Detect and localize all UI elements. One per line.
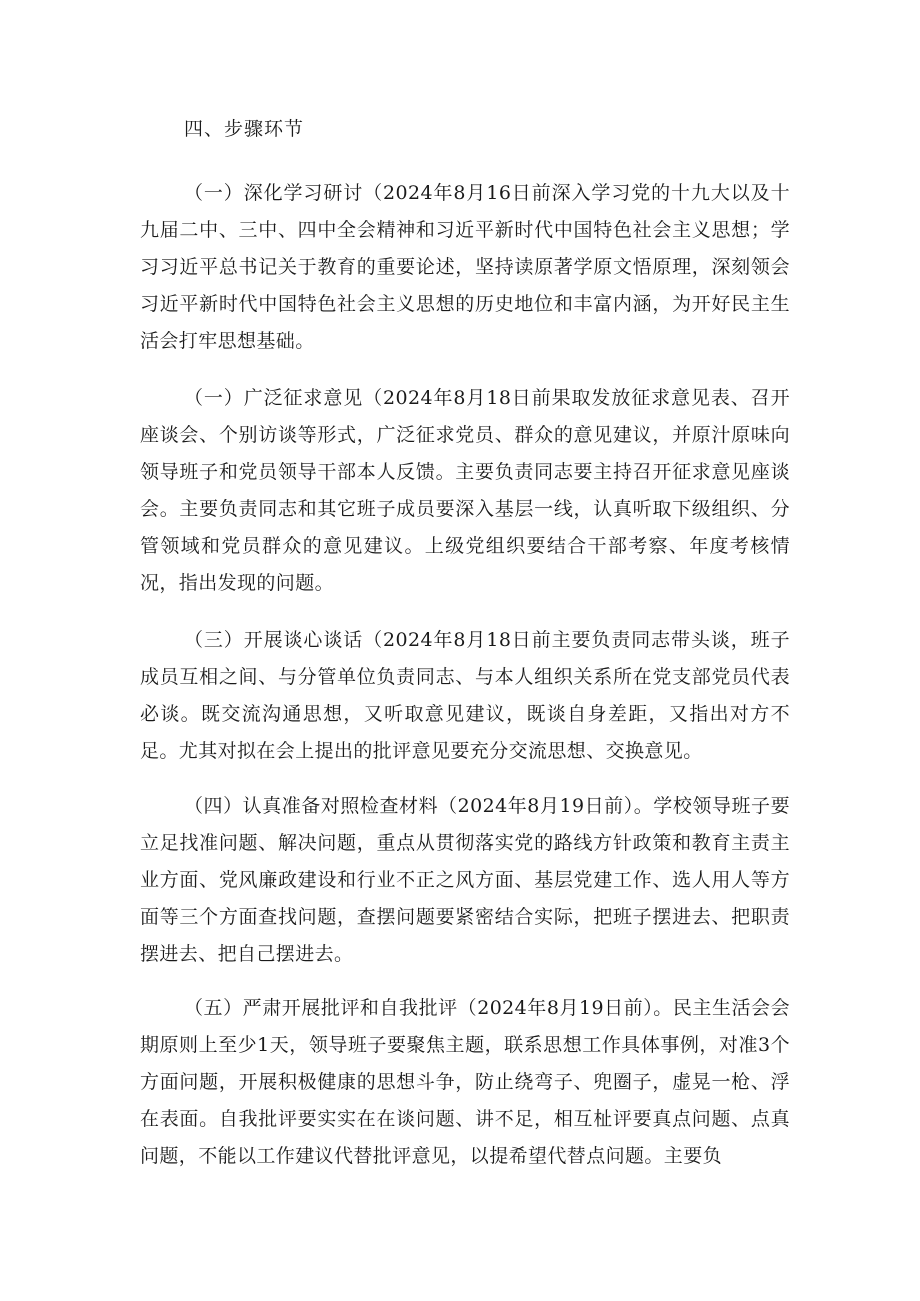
paragraph-criticism-self-criticism: （五）严肃开展批评和自我批评（2024年8月19日前）。民主生活会会期原则上至少1天，领导班子要聚焦主题，联系思想工作具体事例，对准3个方面问题，开展积极健康的思想斗争，防止绕弯子、兜圈子，虚晃一枪、浮在表面。自我批评要实实在在谈问题、讲不足，相互杫评要真点问题、点真问题，不能以工作建议代替批评意见，以提希望代替点问题。主要负 [140, 997, 790, 1167]
section-heading: 四、步骤环节 [184, 118, 305, 140]
paragraph-inspection-materials: （四）认真准备对照检查材料（2024年8月19日前）。学校领导班子要立足找准问题、解决问题，重点从贯彻落实党的路线方针政策和教育主责主业方面、党风廉政建设和行业不正之风方面、基层党建工作、选人用人等方面等三个方面查找问题，查摆问题要紧密结合实际，把班子摆进去、把职责摆进去、把自己摆进去。 [140, 795, 790, 965]
paragraph-heart-to-heart-talks: （三）开展谈心谈话（2024年8月18日前主要负责同志带头谈，班子成员互相之间、与分管单位负责同志、与本人组织关系所在党支部党员代表必谈。既交流沟通思想，又听取意见建议，既谈自身差距，又指出对方不足。尤其对拟在会上提出的批评意见要充分交流思想、交换意见。 [140, 629, 790, 762]
paragraph-solicit-opinions: （一）广泛征求意见（2024年8月18日前果取发放征求意见表、召开座谈会、个别访谈等形式，广泛征求党员、群众的意见建议，并原汁原味向领导班子和党员领导干部本人反馈。主要负责同志要主持召开征求意见座谈会。主要负责同志和其它班子成员要深入基层一线，认真听取下级组织、分管领域和党员群众的意见建议。上级党组织要结合干部考察、年度考核情况，指出发现的问题。 [140, 387, 790, 594]
paragraph-study-discussion: （一）深化学习研讨（2024年8月16日前深入学习党的十九大以及十九届二中、三中、四中全会精神和习近平新时代中国特色社会主义思想；学习习近平总书记关于教育的重要论述，坚持读原著学原文悟原理，深刻领会习近平新时代中国特色社会主义思想的历史地位和丰富内涵，为开好民主生活会打牢思想基础。 [140, 182, 790, 352]
